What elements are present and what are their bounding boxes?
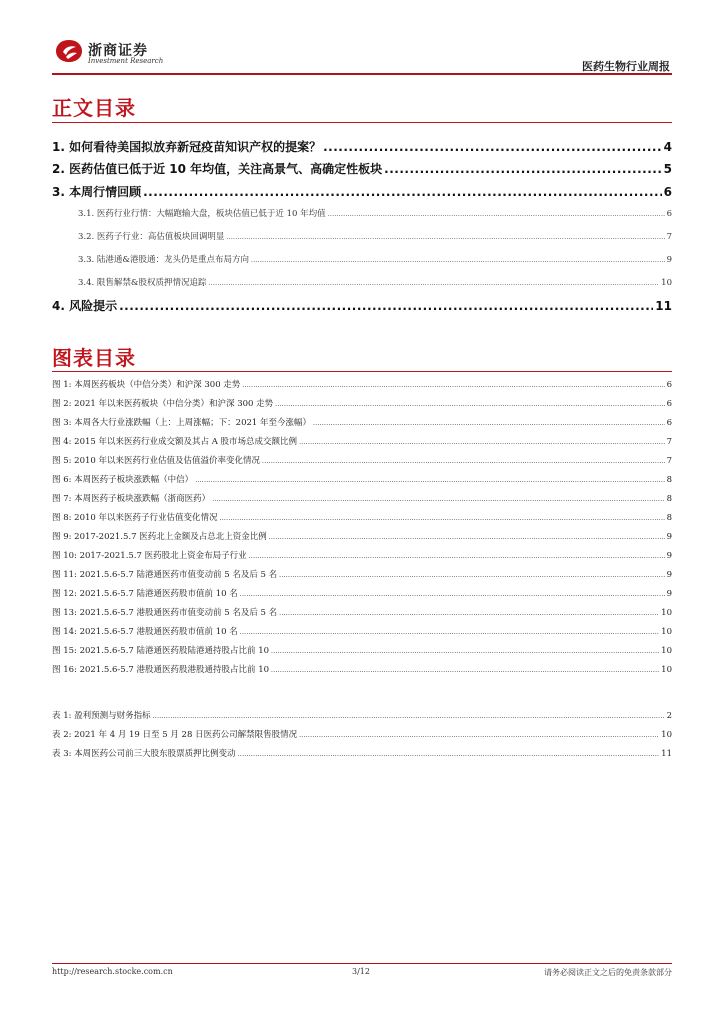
figure-list-item-page: 6	[666, 418, 672, 428]
toc-entry-section[interactable]	[52, 138, 672, 155]
toc-entry-subsection-page: 10	[661, 278, 672, 288]
dot-leader	[299, 439, 665, 446]
header-divider	[52, 73, 672, 75]
figure-list-item-page: 9	[666, 589, 672, 599]
toc-entry-subsection[interactable]	[78, 230, 672, 242]
figure-list-item-label: 图 9: 2017-2021.5.7 医药北上金额及占总北上资金比例	[52, 532, 267, 542]
figure-list-item-page: 10	[661, 608, 672, 618]
dot-leader	[195, 477, 664, 484]
toc-entry-subsection[interactable]	[78, 276, 672, 288]
figure-list-item[interactable]	[52, 530, 672, 542]
dot-leader	[323, 140, 662, 154]
dot-leader	[226, 234, 664, 241]
toc-entry-subsection-label: 3.3. 陆港通&港股通：龙头仍是重点布局方向	[78, 255, 249, 265]
dot-leader	[384, 162, 661, 176]
dot-leader	[240, 629, 659, 636]
toc-entry-section-label: 2. 医药估值已低于近 10 年均值，关注高景气、高确定性板块	[52, 162, 383, 176]
figure-list-item-label: 图 3: 本周各大行业涨跌幅（上：上周涨幅；下：2021 年至今涨幅）	[52, 418, 312, 428]
figure-list-item-label: 图 1: 本周医药板块（中信分类）和沪深 300 走势	[52, 380, 241, 390]
dot-leader	[271, 648, 659, 655]
dot-leader	[153, 713, 665, 720]
figure-list-item-page: 6	[666, 399, 672, 409]
figure-list-item-label: 图 12: 2021.5.6-5.7 陆港通医药股市值前 10 名	[52, 589, 238, 599]
figure-list-item[interactable]	[52, 492, 672, 504]
page-number: 3/12	[352, 967, 370, 976]
report-type: 医药生物行业周报	[582, 60, 670, 73]
figure-list-item-label: 图 8: 2010 年以来医药子行业估值变化情况	[52, 513, 218, 523]
dot-leader	[242, 382, 664, 389]
figure-list-item-page: 8	[666, 494, 672, 504]
contents-title: 正文目录	[52, 96, 136, 120]
dot-leader	[143, 185, 662, 199]
dot-leader	[220, 515, 665, 522]
toc-entry-section[interactable]	[52, 160, 672, 177]
figure-list-item-page: 7	[666, 437, 672, 447]
dot-leader	[212, 496, 664, 503]
dot-leader	[328, 211, 665, 218]
dot-leader	[240, 591, 665, 598]
toc-entry-subsection-page: 6	[666, 209, 672, 219]
dot-leader	[238, 751, 659, 758]
toc-entry-subsection-label: 3.1. 医药行业行情：大幅跑输大盘，板块估值已低于近 10 年均值	[78, 209, 326, 219]
figure-list-item-label: 图 7: 本周医药子板块涨跌幅（浙商医药）	[52, 494, 211, 504]
toc-entry-section[interactable]	[52, 183, 672, 200]
figure-list-item-label: 图 15: 2021.5.6-5.7 陆港通医药股陆港通持股占比前 10	[52, 646, 270, 656]
figure-list-item-label: 图 10: 2017-2021.5.7 医药股北上资金布局子行业	[52, 551, 247, 561]
dot-leader	[275, 401, 664, 408]
toc-entry-section-label: 3. 本周行情回顾	[52, 185, 142, 199]
logo-subtitle: Investment Research	[88, 57, 164, 65]
toc-entry-section-label: 4. 风险提示	[52, 299, 118, 313]
table-list-item-label: 表 3: 本周医药公司前三大股东股票质押比例变动	[52, 749, 236, 759]
toc-entry-section-page: 5	[663, 162, 672, 176]
figure-list-item-label: 图 6: 本周医药子板块涨跌幅（中信）	[52, 475, 194, 485]
figure-list-item[interactable]	[52, 435, 672, 447]
figure-list-item-label: 图 11: 2021.5.6-5.7 陆港通医药市值变动前 5 名及后 5 名	[52, 570, 278, 580]
figure-list-item-label: 图 4: 2015 年以来医药行业成交额及其占 A 股市场总成交额比例	[52, 437, 298, 447]
toc-entry-subsection-page: 7	[666, 232, 672, 242]
logo-icon	[54, 38, 84, 64]
table-list-item-page: 11	[661, 749, 672, 759]
figure-list-item[interactable]	[52, 473, 672, 485]
dot-leader	[271, 667, 659, 674]
toc-entry-subsection-page: 9	[666, 255, 672, 265]
table-list-item-label: 表 1: 盈利预测与财务指标	[52, 711, 151, 721]
dot-leader	[251, 257, 665, 264]
figure-list-item-page: 6	[666, 380, 672, 390]
figure-list-item-label: 图 16: 2021.5.6-5.7 港股通医药股港股通持股占比前 10	[52, 665, 270, 675]
figure-list-item[interactable]	[52, 587, 672, 599]
toc-entry-section-label: 1. 如何看待美国拟放弃新冠疫苗知识产权的提案？	[52, 140, 322, 154]
dot-leader	[313, 420, 665, 427]
table-list-item[interactable]	[52, 747, 672, 759]
figures-title: 图表目录	[52, 346, 136, 370]
figure-list-item-page: 7	[666, 456, 672, 466]
footer-divider	[52, 963, 672, 964]
figure-list-item[interactable]	[52, 549, 672, 561]
page-header	[52, 32, 672, 76]
figure-list-item-page: 9	[666, 551, 672, 561]
toc-entry-subsection-label: 3.4. 限售解禁&股权质押情况追踪	[78, 278, 207, 288]
figure-list-item-label: 图 14: 2021.5.6-5.7 港股通医药股市值前 10 名	[52, 627, 238, 637]
figure-list-item[interactable]	[52, 625, 672, 637]
figure-list-item[interactable]	[52, 568, 672, 580]
figure-list-item[interactable]	[52, 397, 672, 409]
contents-divider	[52, 122, 672, 123]
toc-entry-section-page: 4	[663, 140, 672, 154]
figure-list-item[interactable]	[52, 378, 672, 390]
figure-list-item-label: 图 2: 2021 年以来医药板块（中信分类）和沪深 300 走势	[52, 399, 274, 409]
toc-entry-section[interactable]	[52, 297, 672, 314]
table-list-item[interactable]	[52, 709, 672, 721]
figure-list-item-page: 10	[661, 646, 672, 656]
table-list-item-page: 2	[666, 711, 672, 721]
figure-list-item[interactable]	[52, 644, 672, 656]
dot-leader	[279, 610, 659, 617]
figure-list-item[interactable]	[52, 663, 672, 675]
figure-list-item-page: 8	[666, 513, 672, 523]
toc-entry-section-page: 11	[655, 299, 672, 313]
figure-list-item[interactable]	[52, 454, 672, 466]
footer-url[interactable]: http://research.stocke.com.cn	[52, 967, 173, 976]
figure-list-item-page: 10	[661, 627, 672, 637]
table-list-item-label: 表 2: 2021 年 4 月 19 日至 5 月 28 日医药公司解禁限售股情况	[52, 730, 298, 740]
figure-list-item[interactable]	[52, 511, 672, 523]
figure-list-item-page: 9	[666, 532, 672, 542]
dot-leader	[262, 458, 665, 465]
figure-list-item-page: 9	[666, 570, 672, 580]
figure-list-item[interactable]	[52, 606, 672, 618]
toc-entry-subsection[interactable]	[78, 253, 672, 265]
figure-list-item-page: 10	[661, 665, 672, 675]
toc-entry-subsection[interactable]	[78, 207, 672, 219]
table-list-item[interactable]	[52, 728, 672, 740]
table-list-item-page: 10	[661, 730, 672, 740]
disclaimer-note: 请务必阅读正文之后的免责条款部分	[544, 968, 672, 977]
figures-divider	[52, 371, 672, 372]
toc-entry-section-page: 6	[663, 185, 672, 199]
dot-leader	[269, 534, 665, 541]
figure-list-item-label: 图 5: 2010 年以来医药行业估值及估值溢价率变化情况	[52, 456, 261, 466]
figure-list-item-label: 图 13: 2021.5.6-5.7 港股通医药市值变动前 5 名及后 5 名	[52, 608, 278, 618]
logo-text: 浙商证券	[88, 43, 148, 59]
figure-list-item-page: 8	[666, 475, 672, 485]
dot-leader	[209, 280, 660, 287]
dot-leader	[249, 553, 665, 560]
toc-entry-subsection-label: 3.2. 医药子行业：高估值板块回调明显	[78, 232, 225, 242]
dot-leader	[299, 732, 659, 739]
dot-leader	[119, 299, 653, 313]
figure-list-item[interactable]	[52, 416, 672, 428]
dot-leader	[279, 572, 664, 579]
